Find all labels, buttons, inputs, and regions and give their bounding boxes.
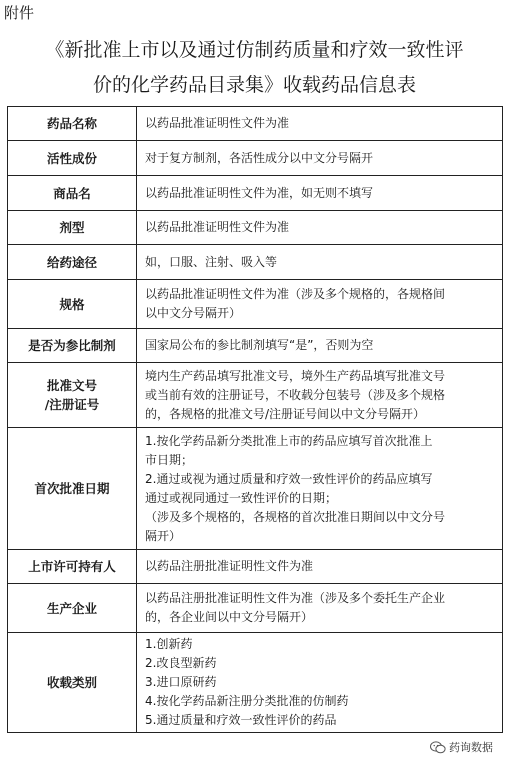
row-value bbox=[137, 280, 503, 329]
row-value bbox=[137, 329, 503, 363]
table-row bbox=[8, 550, 503, 584]
table-row bbox=[8, 329, 503, 363]
table-row bbox=[8, 176, 503, 211]
row-label bbox=[8, 211, 137, 245]
row-value-line: 境内生产药品填写批准文号，境外生产药品填写批准文号 bbox=[145, 368, 446, 383]
watermark bbox=[430, 739, 493, 755]
row-value-line: 以药品注册批准证明性文件为准（涉及多个委托生产企业 bbox=[145, 591, 446, 605]
row-label bbox=[8, 584, 137, 633]
table-row bbox=[8, 211, 503, 245]
row-value-line: 以中文分号隔开） bbox=[145, 306, 242, 320]
row-label-text: 首次批准日期 bbox=[34, 481, 110, 496]
row-value bbox=[137, 107, 503, 141]
row-label-text: 药品名称 bbox=[46, 116, 97, 131]
row-label bbox=[8, 428, 137, 550]
row-value-line: 1.按化学药品新分类批准上市的药品应填写首次批准上 bbox=[145, 433, 433, 448]
row-label bbox=[8, 107, 137, 141]
row-value bbox=[137, 141, 503, 176]
row-value-line: 以药品批准证明性文件为准，如无则不填写 bbox=[145, 185, 374, 200]
row-label bbox=[8, 141, 137, 176]
row-label-text: 上市许可持有人 bbox=[28, 559, 116, 574]
row-value-line: 4.按化学药品新注册分类批准的仿制药 bbox=[145, 694, 349, 708]
row-value-line: 通过或视同通过一致性评价的日期； bbox=[145, 490, 338, 505]
row-label bbox=[8, 363, 137, 428]
row-value-line: 以药品批准证明性文件为准 bbox=[145, 220, 290, 234]
row-label-text: 给药途径 bbox=[46, 254, 97, 270]
row-value-line: 或当前有效的注册证号，不收载分包装号（涉及多个规格 bbox=[145, 387, 446, 402]
table-row bbox=[8, 633, 503, 733]
row-label-text: 剂型 bbox=[59, 220, 85, 235]
row-label bbox=[8, 176, 137, 211]
table-row bbox=[8, 141, 503, 176]
row-value-line: 国家局公布的参比制剂填写“是”，否则为空 bbox=[145, 338, 374, 352]
row-value-line: 对于复方制剂，各活性成分以中文分号隔开 bbox=[145, 150, 374, 165]
row-value bbox=[137, 428, 503, 550]
row-label bbox=[8, 550, 137, 584]
row-value-line: （涉及多个规格的，各规格的首次批准日期间以中文分号 bbox=[145, 509, 446, 524]
row-value-line: 3.进口原研药 bbox=[145, 675, 217, 689]
row-value bbox=[137, 550, 503, 584]
wechat-icon bbox=[430, 741, 446, 754]
row-label-text: 商品名 bbox=[53, 185, 91, 201]
row-value-line: 5.通过质量和疗效一致性评价的药品 bbox=[145, 713, 337, 727]
row-label-text: 生产企业 bbox=[46, 600, 97, 616]
row-value-line: 2.改良型新药 bbox=[145, 656, 217, 670]
drug-info-table bbox=[7, 106, 503, 733]
row-value bbox=[137, 176, 503, 211]
row-label-text: 批准文号 bbox=[46, 378, 97, 393]
row-value bbox=[137, 363, 503, 428]
row-label-text: 是否为参比制剂 bbox=[28, 338, 116, 353]
document-title-line-2: 价的化学药品目录集》收载药品信息表 bbox=[92, 74, 416, 96]
row-value-line: 2.通过或视为通过质量和疗效一致性评价的药品应填写 bbox=[145, 471, 433, 486]
table-row bbox=[8, 363, 503, 428]
row-label bbox=[8, 329, 137, 363]
row-value bbox=[137, 633, 503, 733]
row-label bbox=[8, 633, 137, 733]
row-value-line: 以药品注册批准证明性文件为准 bbox=[145, 559, 314, 573]
row-value-line: 以药品批准证明性文件为准 bbox=[145, 116, 290, 130]
row-label-text: 活性成份 bbox=[46, 150, 97, 166]
row-value-line: 隔开） bbox=[145, 528, 182, 543]
row-value bbox=[137, 211, 503, 245]
table-row bbox=[8, 245, 503, 280]
row-label bbox=[8, 245, 137, 280]
table-row bbox=[8, 280, 503, 329]
row-value-line: 1.创新药 bbox=[145, 637, 193, 651]
table-row bbox=[8, 584, 503, 633]
row-value bbox=[137, 584, 503, 633]
table-row bbox=[8, 428, 503, 550]
row-label-text: 收载类别 bbox=[46, 675, 97, 690]
row-label-text: 规格 bbox=[59, 296, 85, 312]
row-value bbox=[137, 245, 503, 280]
row-value-line: 市日期； bbox=[145, 452, 194, 467]
row-value-line: 以药品批准证明性文件为准（涉及多个规格的，各规格间 bbox=[145, 287, 446, 301]
row-value-line: 的，各规格的批准文号/注册证号间以中文分号隔开） bbox=[145, 406, 426, 421]
document-title-line-1: 《新批准上市以及通过仿制药质量和疗效一致性评 bbox=[45, 39, 464, 61]
attachment-label: 附件 bbox=[4, 4, 35, 22]
row-value-line: 的，各企业间以中文分号隔开） bbox=[145, 610, 314, 624]
row-value-line: 如，口服、注射、吸入等 bbox=[145, 254, 278, 269]
table-row bbox=[8, 107, 503, 141]
row-label-text: /注册证号 bbox=[44, 397, 100, 412]
row-label bbox=[8, 280, 137, 329]
watermark-text: 药询数据 bbox=[449, 741, 493, 754]
